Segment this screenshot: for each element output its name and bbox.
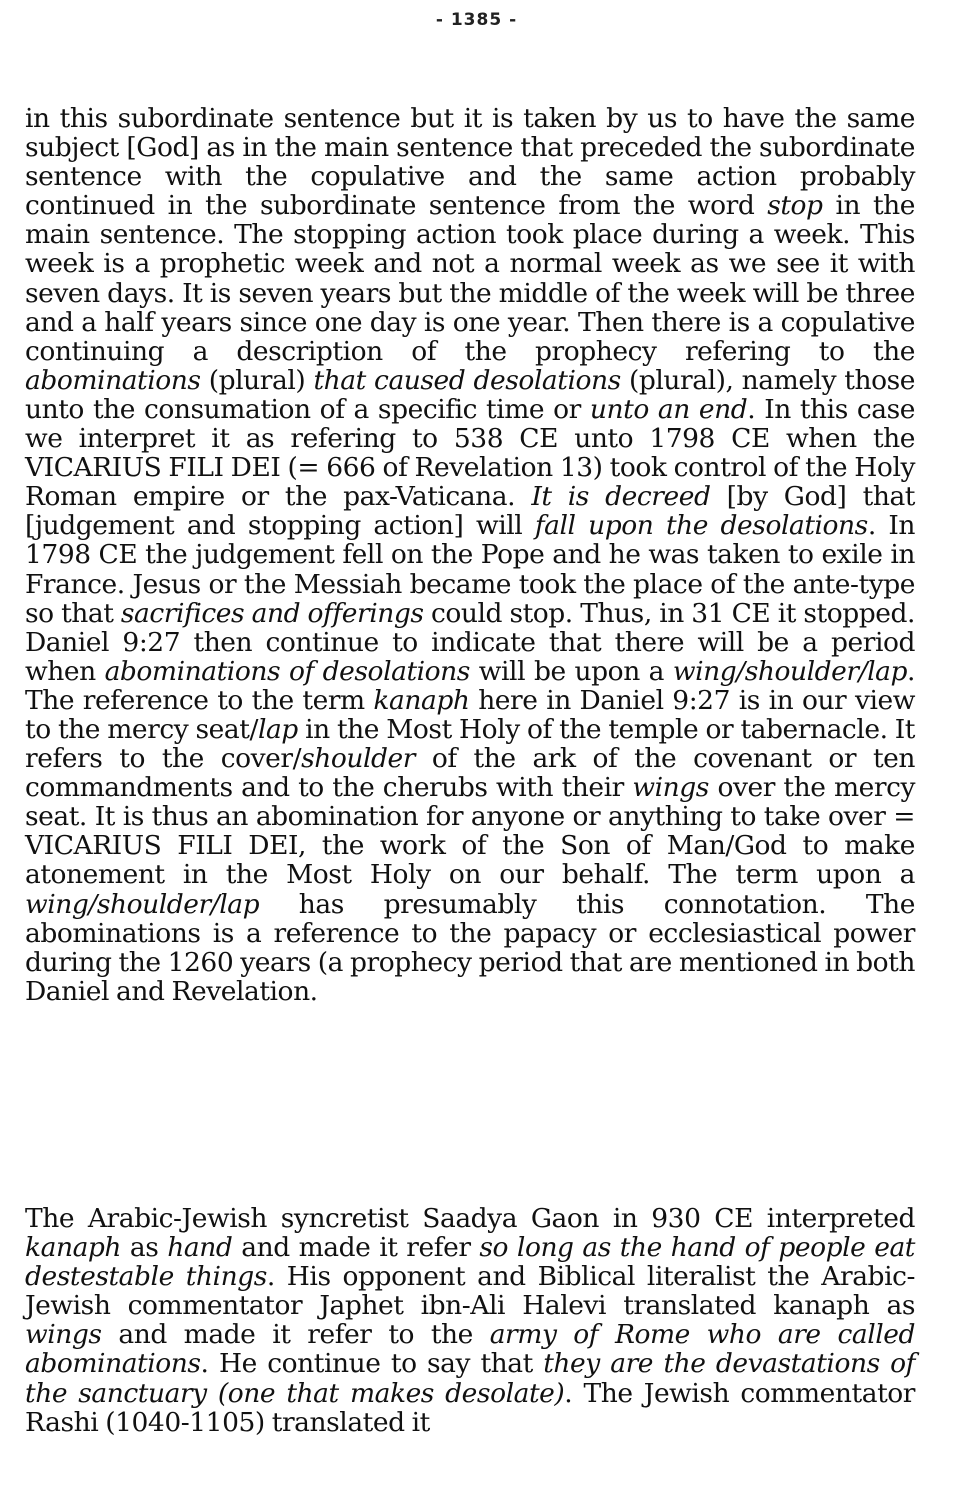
text-run: over the mercy seat. It is thus an abomination for anyone or anything to take over = VICARIUS FILI DEI, the work of the Son of Man/God to make atonement in the Most Holy on our behalf. The term upon a bbox=[25, 772, 915, 891]
italic-run: shoulder bbox=[301, 743, 415, 775]
italic-run: wings bbox=[25, 1319, 102, 1351]
italic-run: wing/shoulder/lap bbox=[672, 655, 907, 687]
italic-run: army of Rome who are called abominations bbox=[25, 1319, 915, 1380]
italic-run: they are the devastations of the sanctuary (one that makes desolate) bbox=[25, 1348, 916, 1409]
text-run: and made it refer bbox=[232, 1232, 480, 1264]
paragraph bbox=[25, 104, 915, 1006]
italic-run: kanaph bbox=[373, 684, 470, 716]
text-run: . His opponent and Biblical literalist the Arabic-Jewish commentator Japhet ibn-Ali Halevi translated kanaph as bbox=[25, 1261, 915, 1322]
italic-run: that caused desolations bbox=[313, 364, 621, 396]
text-run: (plural), namely those unto the consumation of a specific time or bbox=[25, 364, 916, 425]
text-run: of the ark of the covenant or ten commandments and to the cherubs with their bbox=[25, 743, 915, 804]
text-run: . The reference to the term bbox=[25, 655, 915, 716]
italic-run: stop bbox=[767, 190, 823, 222]
italic-run: fall upon the desolations bbox=[534, 510, 868, 542]
page-number: - 1385 - bbox=[435, 10, 518, 30]
italic-run: so long as the hand of people eat destestable things bbox=[25, 1232, 916, 1293]
text-run: as bbox=[121, 1232, 168, 1264]
text-run: has presumably this connotation. The abominations is a reference to the papacy or ecclesiastical power during the 1260 years (a prophecy period that are mentioned in both Daniel and Revelation. bbox=[25, 888, 915, 1007]
text-run: [by God] that [judgement and stopping action] will bbox=[25, 481, 915, 542]
text-run: will be upon a bbox=[469, 655, 673, 687]
text-run: and made it refer to the bbox=[101, 1319, 490, 1351]
italic-run: abominations bbox=[25, 364, 201, 396]
text-run: here in Daniel 9:27 is in our view to the mercy seat/ bbox=[25, 684, 915, 745]
italic-run: wing/shoulder/lap bbox=[25, 888, 260, 920]
text-run: . The Jewish commentator Rashi (1040-1105) translated it bbox=[25, 1377, 915, 1438]
text-run: . He continue to say that bbox=[200, 1348, 544, 1380]
italic-run: hand bbox=[167, 1232, 233, 1264]
text-run: . In 1798 CE the judgement fell on the Pope and he was taken to exile in France. Jesus or the Messiah became took the place of the ante-type so that bbox=[25, 510, 915, 629]
italic-run: kanaph bbox=[25, 1232, 122, 1264]
text-run: . In this case we interpret it as refering to 538 CE unto 1798 CE when the VICARIUS FILI DEI (= 666 of Revelation 13) took control of the Holy Roman empire or the pax-Vaticana. bbox=[25, 393, 915, 513]
italic-run: It is decreed bbox=[531, 481, 711, 513]
italic-run: lap bbox=[257, 713, 298, 745]
text-run: in this subordinate sentence but it is taken by us to have the same subject [God] as in the main sentence that preceded the subordinate sentence with the copulative and the same action probably continued in the subordinate sentence from the word bbox=[25, 103, 915, 222]
italic-run: wings bbox=[632, 772, 709, 804]
text-run: (plural) bbox=[200, 364, 314, 396]
italic-run: abominations of desolations bbox=[104, 655, 470, 687]
text-run: in the Most Holy of the temple or tabernacle. It refers to the cover/ bbox=[25, 713, 916, 775]
italic-run: sacrifices and offerings bbox=[120, 597, 424, 629]
paragraph bbox=[25, 1204, 915, 1437]
text-run: The Arabic-Jewish syncretist Saadya Gaon in 930 CE interpreted bbox=[25, 1203, 915, 1234]
text-run: could stop. Thus, in 31 CE it stopped. Daniel 9:27 then continue to indicate that there will be a period when bbox=[25, 597, 915, 687]
text-run: in the main sentence. The stopping action took place during a week. This week is a prophetic week and not a normal week as we see it with seven days. It is seven years but the middle of the week will be three and a half years since one day is one year. Then there is a copulative continuing a description of the prophecy refering to the bbox=[25, 190, 915, 367]
italic-run: unto an end bbox=[589, 393, 748, 425]
